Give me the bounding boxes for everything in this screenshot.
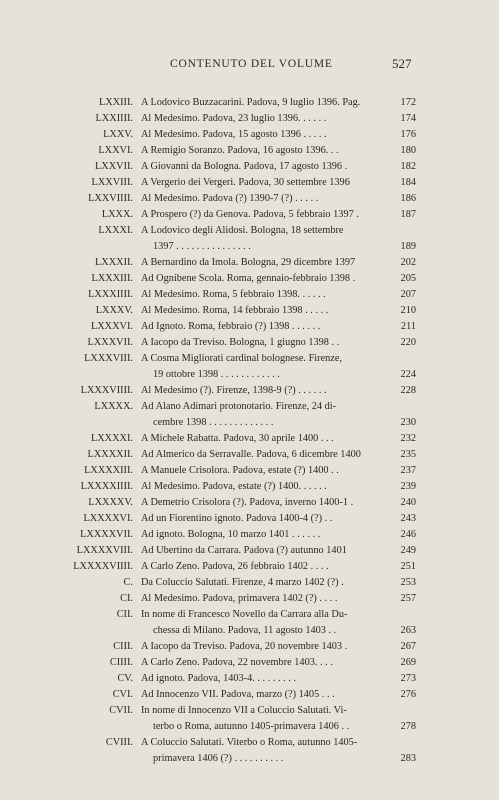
letter-number: LXXXXV. bbox=[88, 497, 133, 508]
entry-page-number: 237 bbox=[400, 465, 416, 476]
entry-title-line: A Iacopo da Treviso. Bologna, 1 giugno 1398 . . bbox=[141, 337, 340, 348]
letter-number: CIII. bbox=[113, 641, 133, 652]
toc-entry bbox=[0, 463, 499, 479]
entry-page-number: 186 bbox=[400, 193, 416, 204]
entry-title bbox=[141, 191, 377, 207]
toc-entry bbox=[0, 575, 499, 591]
toc-entry bbox=[0, 111, 499, 127]
entry-page-number: 172 bbox=[400, 97, 416, 108]
entry-title bbox=[141, 143, 377, 159]
entry-title bbox=[141, 447, 377, 463]
letter-number: CVII. bbox=[109, 705, 133, 716]
entry-page-number: 182 bbox=[400, 161, 416, 172]
letter-number: LXXXXVIII. bbox=[76, 545, 133, 556]
entry-page-number: 240 bbox=[400, 497, 416, 508]
letter-number: CIIII. bbox=[109, 657, 133, 668]
entry-title bbox=[141, 671, 377, 687]
toc-entry bbox=[0, 703, 499, 735]
letter-number: CVIII. bbox=[105, 737, 133, 748]
entry-title-line: Ad ignoto. Bologna, 10 marzo 1401 . . . . . . bbox=[141, 529, 321, 540]
toc-entry bbox=[0, 335, 499, 351]
toc-entry bbox=[0, 255, 499, 271]
entry-title bbox=[141, 479, 377, 495]
entry-title-line: Ad Innocenzo VII. Padova, marzo (?) 1405 . . . bbox=[141, 689, 335, 700]
entry-title-line: A Vergerio dei Vergeri. Padova, 30 settembre 1396 bbox=[141, 177, 350, 188]
entry-page-number: 253 bbox=[400, 577, 416, 588]
entry-title-line: A Lodovico Buzzacarini. Padova, 9 luglio 1396. Pag. bbox=[141, 97, 361, 108]
entry-title bbox=[141, 111, 377, 127]
entry-title-line: Ad Ignoto. Roma, febbraio (?) 1398 . . . . . . bbox=[141, 321, 321, 332]
entry-page-number: 263 bbox=[400, 625, 416, 636]
entry-page-number: 220 bbox=[400, 337, 416, 348]
entry-title bbox=[141, 399, 377, 431]
entry-title bbox=[141, 255, 377, 271]
entry-page-number: 184 bbox=[400, 177, 416, 188]
entry-title-line: A Demetrio Crisolora (?). Padova, inverno 1400-1 . bbox=[141, 497, 354, 508]
letter-number: LXXXXI. bbox=[90, 433, 133, 444]
letter-number: LXXXXVI. bbox=[83, 513, 133, 524]
entry-page-number: 224 bbox=[400, 369, 416, 380]
entry-title-line: Ad ignoto. Padova, 1403-4. . . . . . . . . bbox=[141, 673, 297, 684]
entry-title bbox=[141, 319, 377, 335]
letter-number: LXXV. bbox=[103, 129, 133, 140]
entry-title-line: A Coluccio Salutati. Viterbo o Roma, autunno 1405- bbox=[141, 737, 358, 748]
entry-title-line: In nome di Innocenzo VII a Coluccio Salutati. Vi- bbox=[141, 705, 347, 716]
entry-title bbox=[141, 607, 377, 639]
entry-page-number: 189 bbox=[400, 241, 416, 252]
entry-title-line: A Giovanni da Bologna. Padova, 17 agosto 1396 . bbox=[141, 161, 348, 172]
letter-number: C. bbox=[123, 577, 133, 588]
letter-number: CI. bbox=[120, 593, 133, 604]
toc-entry bbox=[0, 287, 499, 303]
entry-page-number: 283 bbox=[400, 753, 416, 764]
entry-title-continuation: primavera 1406 (?) . . . . . . . . . . bbox=[153, 753, 284, 764]
toc-entry bbox=[0, 671, 499, 687]
entry-title-line: Ad Alano Adimari protonotario. Firenze, 24 di- bbox=[141, 401, 337, 412]
letter-number: LXXVII. bbox=[94, 161, 133, 172]
entry-title-line: A Lodovico degli Alidosi. Bologna, 18 settembre bbox=[141, 225, 344, 236]
entry-page-number: 273 bbox=[400, 673, 416, 684]
toc-entry bbox=[0, 511, 499, 527]
toc-entry bbox=[0, 495, 499, 511]
entry-page-number: 276 bbox=[400, 689, 416, 700]
letter-number: LXXVI. bbox=[98, 145, 133, 156]
entry-title-line: Al Medesimo. Padova, 15 agosto 1396 . . . . . bbox=[141, 129, 327, 140]
letter-number: LXXXVII. bbox=[87, 337, 133, 348]
entry-title-line: Al Medesimo. Padova (?) 1390-7 (?) . . . . . bbox=[141, 193, 319, 204]
toc-entry bbox=[0, 735, 499, 767]
entry-title bbox=[141, 463, 377, 479]
entry-title bbox=[141, 159, 377, 175]
entry-title-continuation: chessa di Milano. Padova, 11 agosto 1403 . . bbox=[153, 625, 337, 636]
toc-entry bbox=[0, 527, 499, 543]
entry-title bbox=[141, 655, 377, 671]
entry-title-line: A Remigio Soranzo. Padova, 16 agosto 1396. . . bbox=[141, 145, 339, 156]
letter-number: LXXXI. bbox=[98, 225, 133, 236]
toc-entry bbox=[0, 607, 499, 639]
entry-title bbox=[141, 495, 377, 511]
entry-title bbox=[141, 351, 377, 383]
running-title: CONTENUTO DEL VOLUME bbox=[170, 58, 333, 70]
entry-page-number: 202 bbox=[400, 257, 416, 268]
toc-entry bbox=[0, 351, 499, 383]
toc-entry bbox=[0, 559, 499, 575]
letter-number: LXXXXIII. bbox=[84, 465, 133, 476]
entry-title bbox=[141, 639, 377, 655]
entry-title-line: Al Medesimo. Roma, 5 febbraio 1398. . . . . . bbox=[141, 289, 326, 300]
letter-number: LXXVIII. bbox=[91, 177, 133, 188]
entry-title-line: Ad un Fiorentino ignoto. Padova 1400-4 (?) . . bbox=[141, 513, 333, 524]
entry-title bbox=[141, 271, 377, 287]
entry-title-line: Ad Almerico da Serravalle. Padova, 6 dicembre 1400 bbox=[141, 449, 361, 460]
letter-number: LXXXX. bbox=[94, 401, 133, 412]
entry-page-number: 257 bbox=[400, 593, 416, 604]
letter-number: LXXIII. bbox=[98, 97, 133, 108]
toc-entry bbox=[0, 319, 499, 335]
toc-entry bbox=[0, 383, 499, 399]
toc-entry bbox=[0, 223, 499, 255]
toc-entry bbox=[0, 655, 499, 671]
entry-title bbox=[141, 207, 377, 223]
toc-entry bbox=[0, 639, 499, 655]
entry-title-line: Al Medesimo (?). Firenze, 1398-9 (?) . . . . . . bbox=[141, 385, 327, 396]
entry-title bbox=[141, 127, 377, 143]
letter-number: LXXXIIII. bbox=[88, 289, 133, 300]
table-of-contents bbox=[0, 95, 499, 767]
letter-number: LXXXVIIII. bbox=[80, 385, 133, 396]
entry-title bbox=[141, 511, 377, 527]
letter-number: LXXVIIII. bbox=[88, 193, 133, 204]
letter-number: LXXX. bbox=[101, 209, 133, 220]
toc-entry bbox=[0, 143, 499, 159]
entry-title bbox=[141, 335, 377, 351]
letter-number: LXXXIII. bbox=[91, 273, 133, 284]
entry-page-number: 228 bbox=[400, 385, 416, 396]
entry-title bbox=[141, 591, 377, 607]
entry-title bbox=[141, 527, 377, 543]
entry-page-number: 207 bbox=[400, 289, 416, 300]
letter-number: LXXXVI. bbox=[90, 321, 133, 332]
toc-entry bbox=[0, 399, 499, 431]
entry-page-number: 235 bbox=[400, 449, 416, 460]
entry-title bbox=[141, 431, 377, 447]
entry-page-number: 269 bbox=[400, 657, 416, 668]
entry-title-line: A Bernardino da Imola. Bologna, 29 dicembre 1397 bbox=[141, 257, 356, 268]
entry-page-number: 187 bbox=[400, 209, 416, 220]
entry-title bbox=[141, 703, 377, 735]
entry-title-continuation: cembre 1398 . . . . . . . . . . . . . bbox=[153, 417, 274, 428]
entry-page-number: 246 bbox=[400, 529, 416, 540]
entry-page-number: 232 bbox=[400, 433, 416, 444]
letter-number: LXXXV. bbox=[95, 305, 133, 316]
toc-entry bbox=[0, 479, 499, 495]
entry-title bbox=[141, 223, 377, 255]
letter-number: LXXXVIII. bbox=[84, 353, 133, 364]
toc-entry bbox=[0, 191, 499, 207]
entry-page-number: 251 bbox=[400, 561, 416, 572]
entry-title-line: A Carlo Zeno. Padova, 26 febbraio 1402 . . . . bbox=[141, 561, 329, 572]
letter-number: CVI. bbox=[112, 689, 133, 700]
entry-page-number: 239 bbox=[400, 481, 416, 492]
toc-entry bbox=[0, 447, 499, 463]
entry-title bbox=[141, 287, 377, 303]
entry-page-number: 249 bbox=[400, 545, 416, 556]
entry-title-line: Al Medesimo. Padova, primavera 1402 (?) . . . . bbox=[141, 593, 338, 604]
toc-entry bbox=[0, 687, 499, 703]
entry-page-number: 176 bbox=[400, 129, 416, 140]
entry-title-line: A Prospero (?) da Genova. Padova, 5 febbraio 1397 . bbox=[141, 209, 359, 220]
letter-number: LXXXXII. bbox=[87, 449, 133, 460]
entry-title bbox=[141, 543, 377, 559]
toc-entry bbox=[0, 303, 499, 319]
entry-title-line: Al Medesimo. Roma, 14 febbraio 1398 . . . . . bbox=[141, 305, 329, 316]
letter-number: CII. bbox=[116, 609, 133, 620]
entry-title bbox=[141, 735, 377, 767]
entry-title bbox=[141, 95, 377, 111]
entry-title-continuation: terbo o Roma, autunno 1405-primavera 1406 . . bbox=[153, 721, 350, 732]
entry-title-continuation: 1397 . . . . . . . . . . . . . . . bbox=[153, 241, 251, 252]
toc-entry bbox=[0, 95, 499, 111]
toc-entry bbox=[0, 159, 499, 175]
entry-title-line: A Cosma Migliorati cardinal bolognese. Firenze, bbox=[141, 353, 343, 364]
entry-title-line: In nome di Francesco Novello da Carrara alla Du- bbox=[141, 609, 348, 620]
entry-page-number: 180 bbox=[400, 145, 416, 156]
letter-number: LXXIIII. bbox=[95, 113, 133, 124]
page-number: 527 bbox=[392, 56, 412, 71]
toc-entry bbox=[0, 543, 499, 559]
entry-title bbox=[141, 559, 377, 575]
entry-title-line: Ad Ubertino da Carrara. Padova (?) autunno 1401 bbox=[141, 545, 347, 556]
entry-title bbox=[141, 575, 377, 591]
entry-title bbox=[141, 687, 377, 703]
entry-page-number: 267 bbox=[400, 641, 416, 652]
entry-title-line: Al Medesimo. Padova, 23 luglio 1396. . . . . . bbox=[141, 113, 327, 124]
entry-title bbox=[141, 303, 377, 319]
entry-title-line: Ad Ognibene Scola. Roma, gennaio-febbraio 1398 . bbox=[141, 273, 356, 284]
toc-entry bbox=[0, 175, 499, 191]
toc-entry bbox=[0, 431, 499, 447]
toc-entry bbox=[0, 271, 499, 287]
entry-title-line: Da Coluccio Salutati. Firenze, 4 marzo 1402 (?) . bbox=[141, 577, 344, 588]
entry-title-line: A Carlo Zeno. Padova, 22 novembre 1403. . . . bbox=[141, 657, 333, 668]
letter-number: LXXXXIIII. bbox=[80, 481, 133, 492]
letter-number: LXXXII. bbox=[94, 257, 133, 268]
entry-page-number: 278 bbox=[400, 721, 416, 732]
entry-page-number: 211 bbox=[400, 321, 416, 332]
toc-entry bbox=[0, 591, 499, 607]
page-header bbox=[0, 58, 499, 78]
entry-page-number: 210 bbox=[400, 305, 416, 316]
entry-title-continuation: 19 ottobre 1398 . . . . . . . . . . . . bbox=[153, 369, 280, 380]
entry-title bbox=[141, 383, 377, 399]
letter-number: LXXXXVII. bbox=[80, 529, 133, 540]
entry-title bbox=[141, 175, 377, 191]
entry-page-number: 230 bbox=[400, 417, 416, 428]
letter-number: CV. bbox=[117, 673, 133, 684]
entry-title-line: Al Medesimo. Padova, estate (?) 1400. . . . . . bbox=[141, 481, 327, 492]
toc-entry bbox=[0, 127, 499, 143]
entry-title-line: A Michele Rabatta. Padova, 30 aprile 1400 . . . bbox=[141, 433, 334, 444]
entry-page-number: 205 bbox=[400, 273, 416, 284]
toc-entry bbox=[0, 207, 499, 223]
entry-page-number: 243 bbox=[400, 513, 416, 524]
entry-title-line: A Manuele Crisolora. Padova, estate (?) 1400 . . bbox=[141, 465, 339, 476]
letter-number: LXXXXVIIII. bbox=[73, 561, 133, 572]
entry-page-number: 174 bbox=[400, 113, 416, 124]
entry-title-line: A Iacopo da Treviso. Padova, 20 novembre 1403 . bbox=[141, 641, 348, 652]
